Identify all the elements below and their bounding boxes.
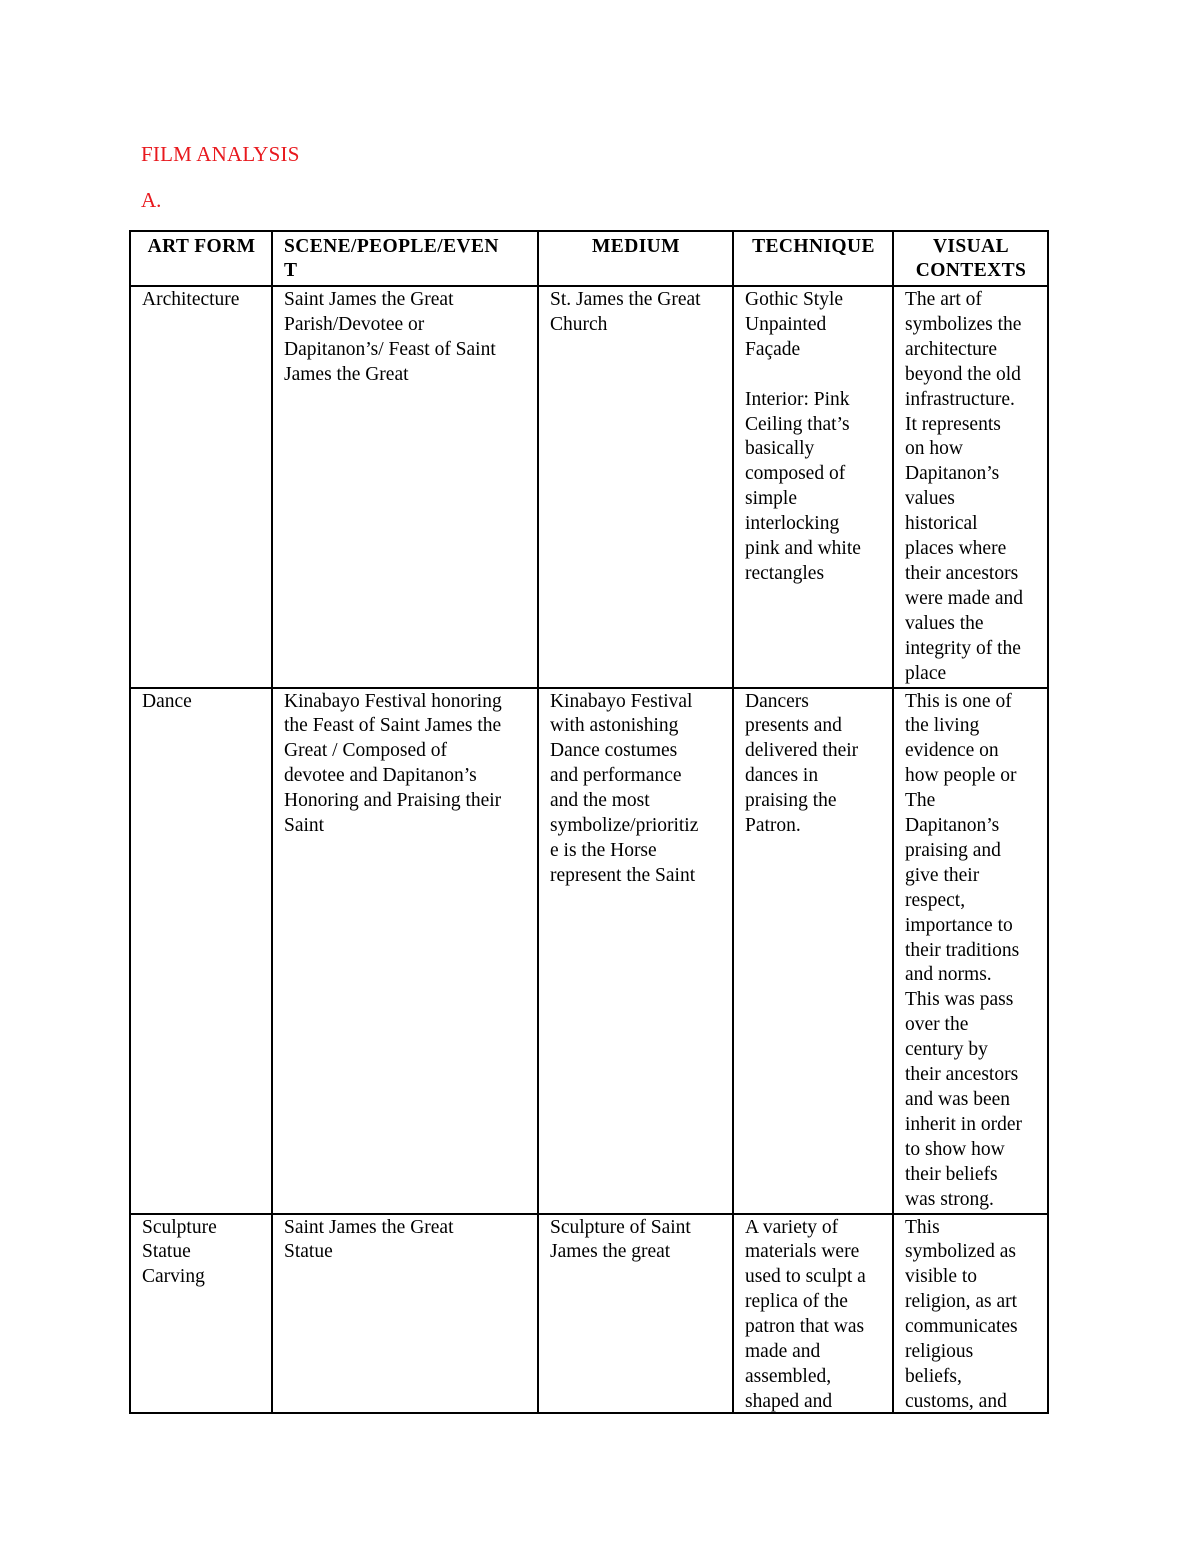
cell-art-form: Architecture xyxy=(130,286,272,688)
table-row xyxy=(130,1214,1048,1413)
cell-medium: Sculpture of Saint James the great xyxy=(538,1214,733,1413)
header-visual-contexts: VISUAL CONTEXTS xyxy=(893,231,1048,286)
header-medium: MEDIUM xyxy=(538,231,733,286)
cell-art-form: Dance xyxy=(130,688,272,1214)
table-row xyxy=(130,688,1048,1214)
cell-medium: St. James the Great Church xyxy=(538,286,733,688)
cell-technique: A variety of materials were used to sculpt a replica of the patron that was made and assembled, shaped and xyxy=(733,1214,893,1413)
cell-scene: Saint James the Great Statue xyxy=(272,1214,538,1413)
cell-technique: Dancers presents and delivered their dances in praising the Patron. xyxy=(733,688,893,1214)
document-title: FILM ANALYSIS xyxy=(141,142,300,166)
cell-visual-contexts: This symbolized as visible to religion, as art communicates religious beliefs, customs, and xyxy=(893,1214,1048,1413)
header-scene-people-event: SCENE/PEOPLE/EVEN T xyxy=(272,231,538,286)
header-art-form: ART FORM xyxy=(130,231,272,286)
cell-visual-contexts: This is one of the living evidence on how people or The Dapitanon’s praising and give their respect, importance to their traditions and norms. This was pass over the century by their ancestors and was been inherit in order to show how their beliefs was strong. xyxy=(893,688,1048,1214)
cell-scene: Kinabayo Festival honoring the Feast of Saint James the Great / Composed of devotee and Dapitanon’s Honoring and Praising their Saint xyxy=(272,688,538,1214)
cell-art-form: Sculpture Statue Carving xyxy=(130,1214,272,1413)
table-row xyxy=(130,286,1048,688)
cell-scene: Saint James the Great Parish/Devotee or Dapitanon’s/ Feast of Saint James the Great xyxy=(272,286,538,688)
section-label: A. xyxy=(141,188,162,212)
cell-technique: Gothic Style Unpainted Façade Interior: Pink Ceiling that’s basically composed of simple interlocking pink and white rectangles xyxy=(733,286,893,688)
header-technique: TECHNIQUE xyxy=(733,231,893,286)
film-analysis-table xyxy=(129,230,1049,1414)
table-header-row xyxy=(130,231,1048,286)
cell-visual-contexts: The art of symbolizes the architecture beyond the old infrastructure. It represents on how Dapitanon’s values historical places where their ancestors were made and values the integrity of the place xyxy=(893,286,1048,688)
cell-medium: Kinabayo Festival with astonishing Dance costumes and performance and the most symbolize/prioritiz e is the Horse represent the Saint xyxy=(538,688,733,1214)
